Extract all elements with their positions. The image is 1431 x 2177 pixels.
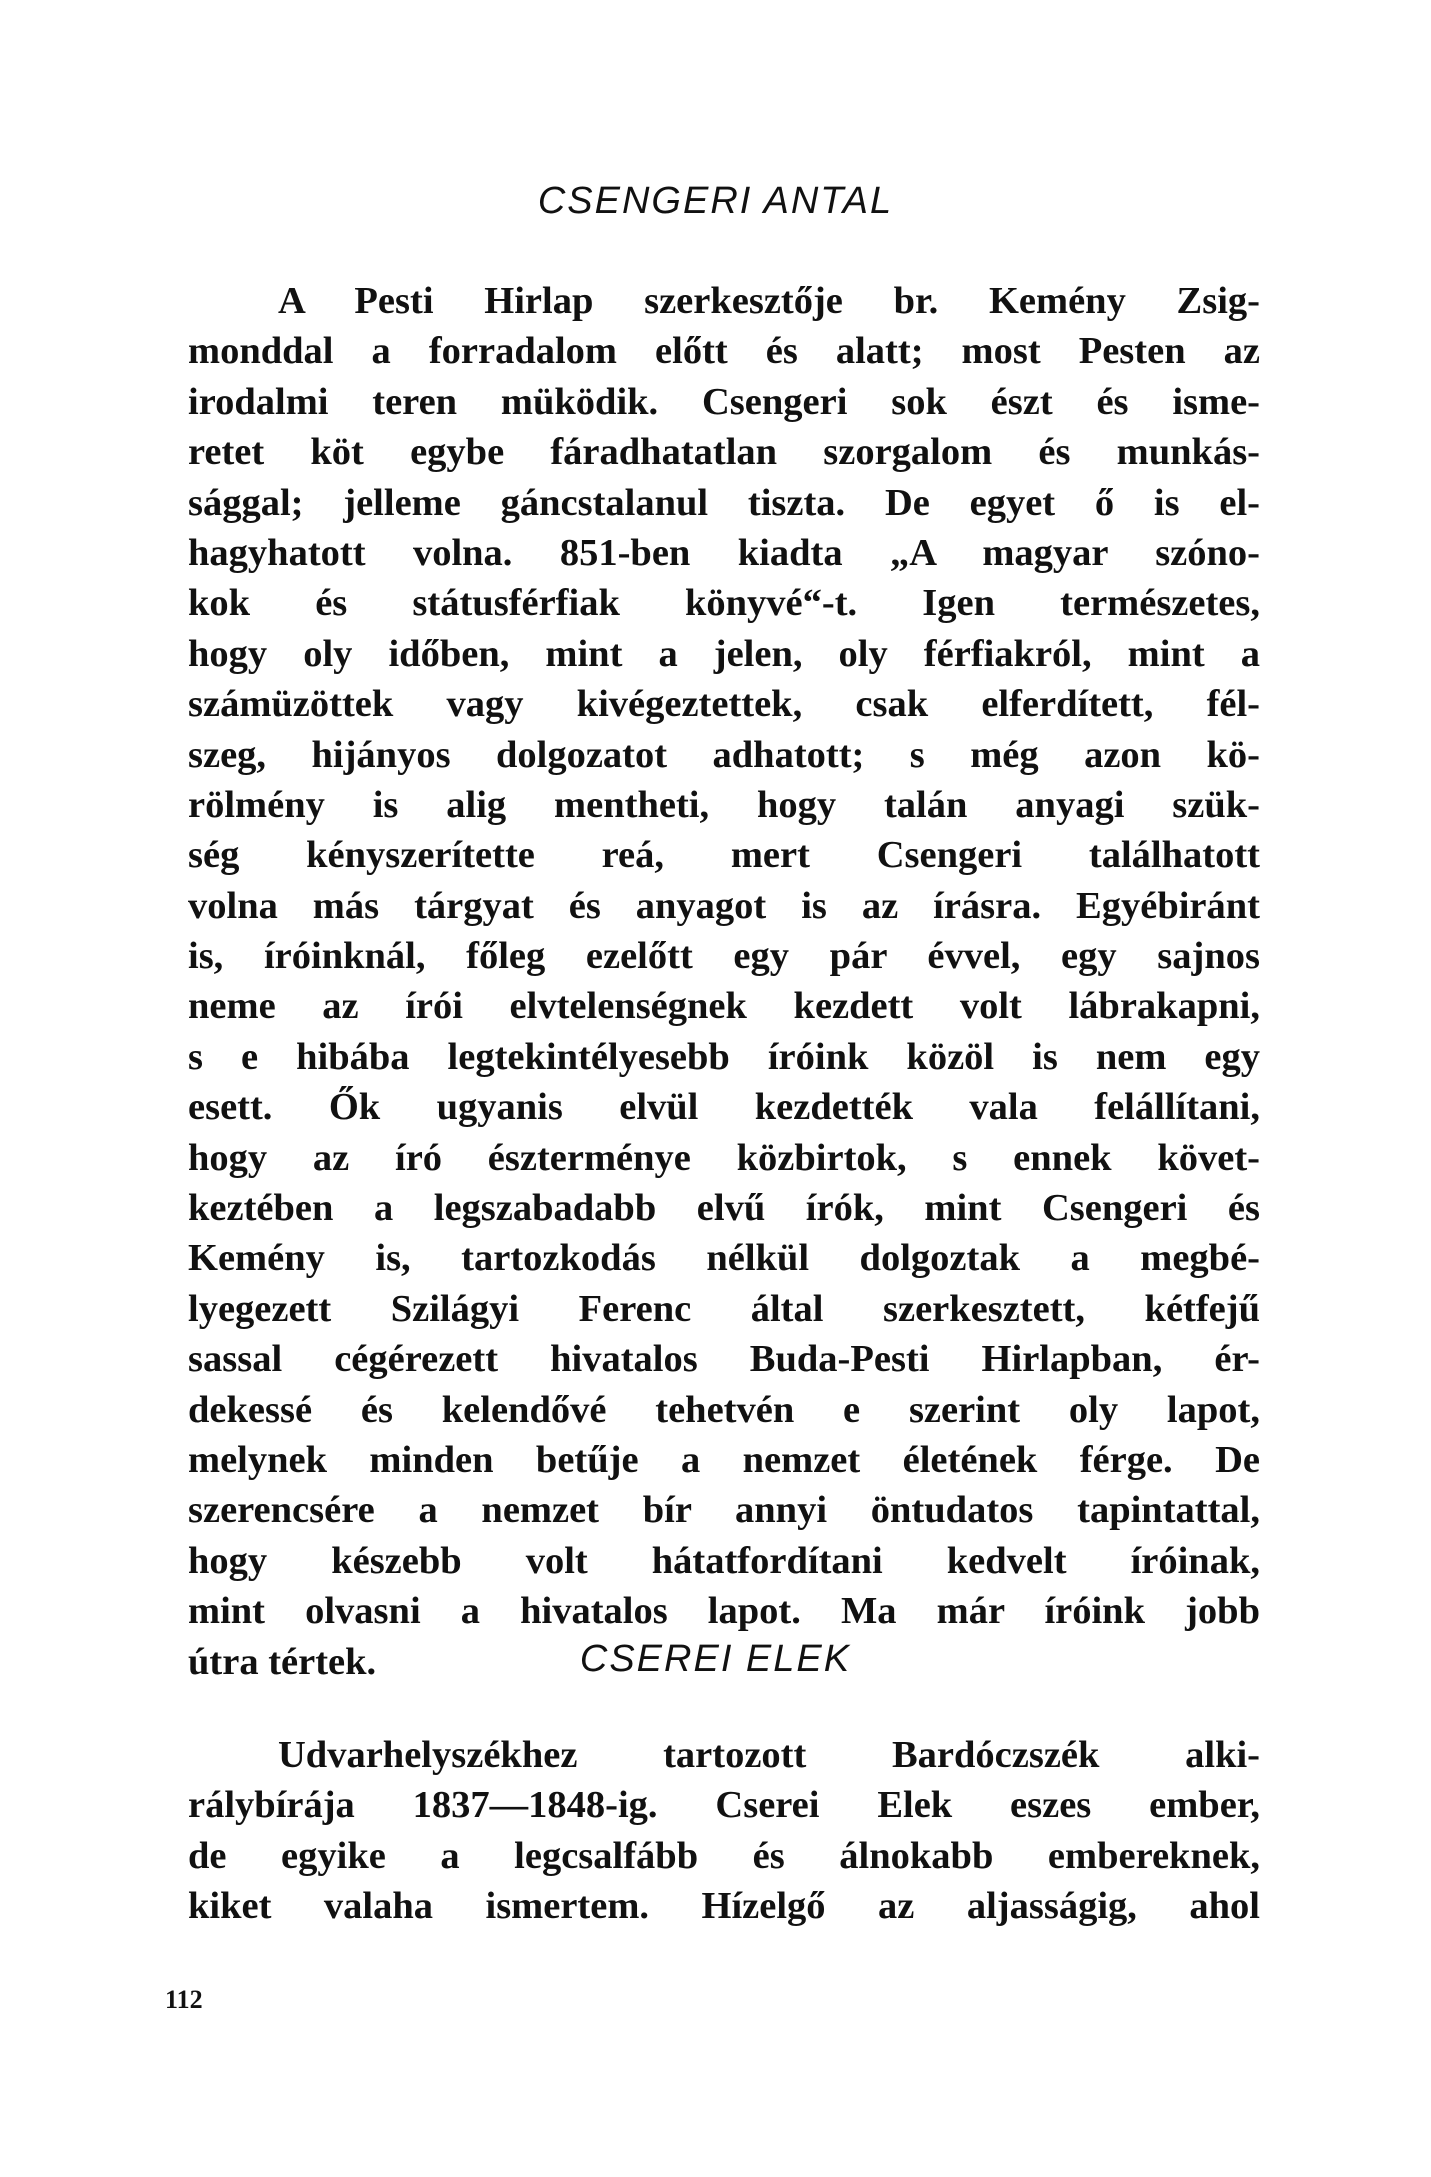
text-line: is, íróinknál, főleg ezelőtt egy pár évvel, egy sajnos xyxy=(188,935,1260,978)
text-line: szeg, hijányos dolgozatot adhatott; s még azon kö- xyxy=(188,733,1260,776)
text-line: s e hibába legtekintélyesebb íróink közöl is nem egy xyxy=(188,1035,1260,1078)
text-line: rölmény is alig mentheti, hogy talán anyagi szük- xyxy=(188,783,1260,826)
text-line: szerencsére a nemzet bír annyi öntudatos tapintattal, xyxy=(188,1489,1260,1532)
text-line: de egyike a legcsalfább és álnokabb embereknek, xyxy=(188,1834,1260,1877)
text-line: melynek minden betűje a nemzet életének férge. De xyxy=(188,1438,1260,1481)
text-line: hogy készebb volt hátatfordítani kedvelt íróinak, xyxy=(188,1539,1260,1582)
section-heading-csengeri: CSENGERI ANTAL xyxy=(537,180,894,222)
text-line: kiket valaha ismertem. Hízelgő az aljasságig, ahol xyxy=(188,1885,1260,1928)
text-line: hogy oly időben, mint a jelen, oly férfiakról, mint a xyxy=(188,632,1260,675)
text-line: hagyhatott volna. 851-ben kiadta „A magyar szóno- xyxy=(188,531,1260,574)
text-line: neme az írói elvtelenségnek kezdett volt lábrakapni, xyxy=(188,985,1260,1028)
text-line: volna más tárgyat és anyagot is az írásra. Egyébiránt xyxy=(188,884,1260,927)
text-line: retet köt egybe fáradhatatlan szorgalom és munkás- xyxy=(188,431,1260,474)
text-line: monddal a forradalom előtt és alatt; most Pesten az xyxy=(188,330,1260,373)
text-line: útra tértek. xyxy=(188,1640,377,1683)
text-line: rálybírája 1837—1848-ig. Cserei Elek eszes ember, xyxy=(188,1784,1260,1827)
text-line: keztében a legszabadabb elvű írók, mint Csengeri és xyxy=(188,1187,1260,1230)
text-line: számüzöttek vagy kivégeztettek, csak elferdített, fél- xyxy=(188,683,1260,726)
text-line: sággal; jelleme gáncstalanul tiszta. De egyet ő is el- xyxy=(188,481,1260,524)
text-line: hogy az író észterménye közbirtok, s ennek követ- xyxy=(188,1136,1260,1179)
text-line: ség kényszerítette reá, mert Csengeri találhatott xyxy=(188,834,1260,877)
text-line: Kemény is, tartozkodás nélkül dolgoztak a megbé- xyxy=(188,1237,1260,1280)
text-line: irodalmi teren müködik. Csengeri sok észt és isme- xyxy=(188,380,1260,423)
section-heading-cserei: CSEREI ELEK xyxy=(579,1638,852,1680)
text-line: mint olvasni a hivatalos lapot. Ma már íróink jobb xyxy=(188,1590,1260,1633)
section-body-csengeri xyxy=(188,276,1260,1687)
text-line: sassal cégérezett hivatalos Buda-Pesti Hirlapban, ér- xyxy=(188,1338,1260,1381)
text-line: dekessé és kelendővé tehetvén e szerint oly lapot, xyxy=(188,1388,1260,1431)
text-line: kok és státusférfiak könyvé“-t. Igen természetes, xyxy=(188,582,1260,625)
page-number: 112 xyxy=(165,1985,203,2014)
text-line: Udvarhelyszékhez tartozott Bardóczszék alki- xyxy=(278,1734,1260,1776)
text-line: A Pesti Hirlap szerkesztője br. Kemény Zsig- xyxy=(278,280,1260,322)
text-line: esett. Ők ugyanis elvül kezdették vala felállítani, xyxy=(188,1086,1260,1129)
text-line: lyegezett Szilágyi Ferenc által szerkesztett, kétfejű xyxy=(188,1287,1260,1330)
section-body-cserei xyxy=(188,1730,1260,1932)
